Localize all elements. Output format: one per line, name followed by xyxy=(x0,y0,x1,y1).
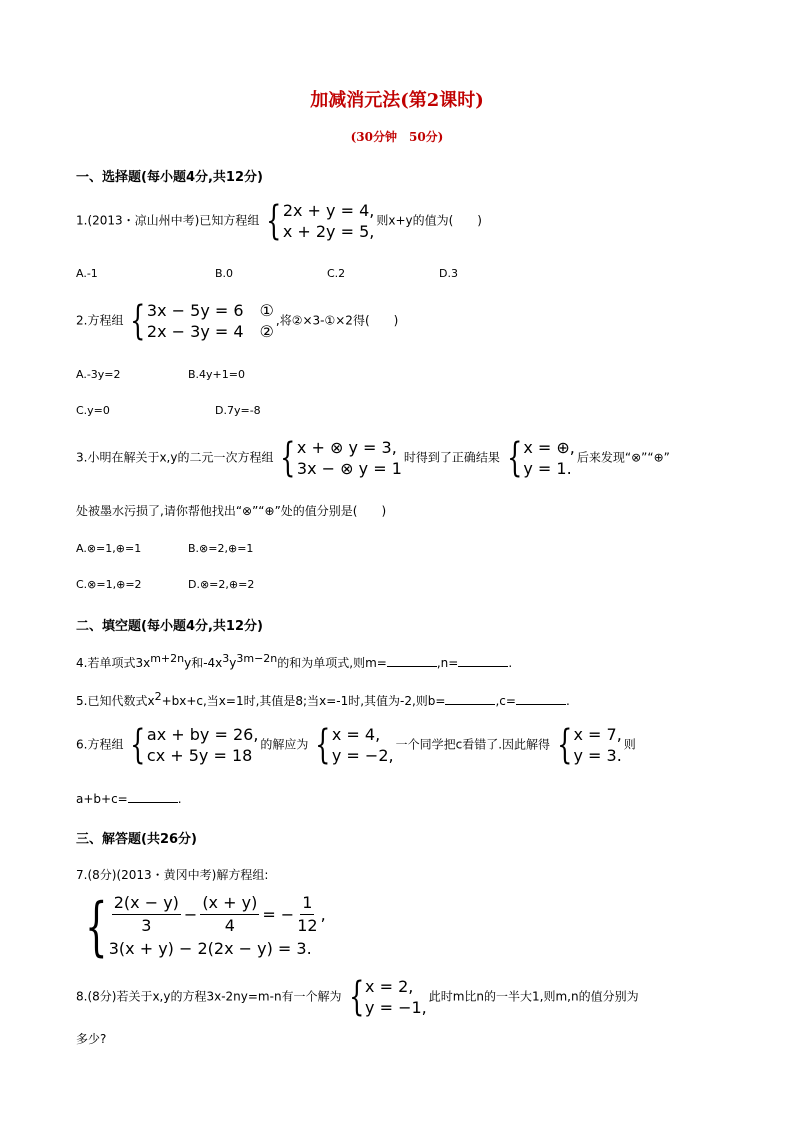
q4-sup2: 3 xyxy=(222,652,230,665)
q7-eq2: 3(x + y) − 2(2x − y) = 3. xyxy=(108,939,312,958)
q6-sol2: y = −2, xyxy=(331,746,394,765)
q6-prefix: 6.方程组 xyxy=(76,737,124,752)
q3-mid: 时得到了正确结果 xyxy=(403,450,500,465)
q1-option-a: A.-1 xyxy=(76,267,98,280)
q4-part1: 4.若单项式3x xyxy=(76,656,151,670)
q3-prefix: 3.小明在解关于x,y的二元一次方程组 xyxy=(76,450,274,465)
q8-sol2: y = −1, xyxy=(365,998,427,1017)
q2-comma: , xyxy=(275,313,280,328)
q3-solution xyxy=(502,437,575,479)
q2-system xyxy=(125,300,273,342)
q6-system xyxy=(125,724,258,766)
section-heading-choice: 一、选择题(每小题4分,共12分) xyxy=(76,170,263,185)
q3-sol2: y = 1. xyxy=(523,459,572,478)
q4-part4: 的和为单项式,则m= xyxy=(277,656,387,670)
q4-part3: y xyxy=(229,656,237,670)
question-8 xyxy=(76,976,639,1018)
q3-option-a: A.⊗=1,⊕=1 xyxy=(76,542,142,555)
q6-sol4: y = 3. xyxy=(573,746,622,765)
q7-equals: = − xyxy=(262,904,295,924)
q6-sol3: x = 7, xyxy=(573,725,622,744)
q6-mid1: 的解应为 xyxy=(260,737,309,752)
q1-option-d: D.3 xyxy=(439,267,458,280)
q1-suffix: 则x+y的值为( ) xyxy=(376,213,482,228)
q5-blank-b[interactable] xyxy=(445,704,495,705)
brace-icon: { xyxy=(280,435,296,481)
q1-system xyxy=(261,200,374,242)
question-4 xyxy=(76,652,512,671)
q3-line2: 处被墨水污损了,请你帮他找出“⊗”“⊕”处的值分别是( ) xyxy=(76,504,387,518)
q4-part5: ,n= xyxy=(436,656,459,670)
q8-sol1: x = 2, xyxy=(365,977,414,996)
brace-icon: { xyxy=(557,722,573,768)
q3-eq2: 3x − ⊗ y = 1 xyxy=(296,459,402,478)
q5-part3: ,c= xyxy=(495,694,516,708)
q2-prefix: 2.方程组 xyxy=(76,313,124,328)
page-title: 加减消元法(第2课时) xyxy=(310,90,484,111)
page-subtitle: (30分钟 50分) xyxy=(350,130,444,144)
brace-icon: { xyxy=(130,722,146,768)
q8-suffix: 此时m比n的一半大1,则m,n的值分别为 xyxy=(428,989,639,1004)
q7-frac3-den: 12 xyxy=(297,916,318,935)
brace-icon: { xyxy=(348,974,364,1020)
q2-option-a: A.-3y=2 xyxy=(76,368,121,381)
q7-frac1-den: 3 xyxy=(141,916,152,935)
q5-blank-c[interactable] xyxy=(516,704,566,705)
q1-option-c: C.2 xyxy=(327,267,346,280)
q5-part1: 5.已知代数式x xyxy=(76,694,155,708)
brace-icon: { xyxy=(85,889,108,964)
q6-suffix: 则 xyxy=(623,737,636,752)
q2-option-b: B.4y+1=0 xyxy=(188,368,245,381)
q4-sup3: 3m−2n xyxy=(236,652,278,665)
q2-eq2: 2x − 3y = 4 ② xyxy=(146,322,274,341)
q6-sol1: x = 4, xyxy=(331,725,381,744)
q1-option-b: B.0 xyxy=(215,267,234,280)
question-5 xyxy=(76,690,570,709)
question-3 xyxy=(76,437,670,479)
q4-part2: y和-4x xyxy=(184,656,223,670)
q3-suffix: 后来发现“⊗”“⊕” xyxy=(576,450,670,465)
q7-comma: , xyxy=(320,904,326,924)
q1-eq1: 2x + y = 4, xyxy=(282,201,375,220)
brace-icon: { xyxy=(266,198,282,244)
q6-blank-sum[interactable] xyxy=(128,802,178,803)
q2-suffix: 将②×3-①×2得( ) xyxy=(279,313,399,328)
q1-eq2: x + 2y = 5, xyxy=(282,222,375,241)
q8-line2: 多少? xyxy=(76,1032,107,1046)
brace-icon: { xyxy=(130,298,146,344)
section-heading-fill: 二、填空题(每小题4分,共12分) xyxy=(76,619,263,634)
q5-part4: . xyxy=(565,694,570,708)
q6-line2-text: a+b+c= xyxy=(76,792,128,806)
q1-prefix: 1.(2013・凉山州中考)已知方程组 xyxy=(76,213,260,228)
q4-part6: . xyxy=(508,656,513,670)
q3-option-d: D.⊗=2,⊕=2 xyxy=(188,578,255,591)
q3-eq1: x + ⊗ y = 3, xyxy=(296,438,397,457)
q7-frac3-num: 1 xyxy=(300,892,314,915)
q6-solution-correct xyxy=(310,724,393,766)
q3-system xyxy=(275,437,401,479)
q2-option-c: C.y=0 xyxy=(76,404,110,417)
q2-option-d: D.7y=-8 xyxy=(215,404,261,417)
q6-solution-wrong xyxy=(552,724,622,766)
q4-blank-n[interactable] xyxy=(458,666,508,667)
brace-icon: { xyxy=(315,722,331,768)
q6-eq1: ax + by = 26, xyxy=(146,725,259,744)
section-heading-answer: 三、解答题(共26分) xyxy=(76,832,197,847)
q2-eq1: 3x − 5y = 6 ① xyxy=(146,301,274,320)
q3-option-b: B.⊗=2,⊕=1 xyxy=(188,542,254,555)
q7-eq1 xyxy=(109,892,326,937)
q4-sup1: m+2n xyxy=(150,652,185,665)
q7-frac2-den: 4 xyxy=(224,916,235,935)
q7-minus: − xyxy=(183,904,198,924)
question-2 xyxy=(76,300,398,342)
q5-part2: +bx+c,当x=1时,其值是8;当x=-1时,其值为-2,则b= xyxy=(161,694,446,708)
q5-sup1: 2 xyxy=(154,690,162,703)
q7-frac1-num: 2(x − y) xyxy=(112,892,181,915)
q6-eq2: cx + 5y = 18 xyxy=(146,746,253,765)
q3-option-c: C.⊗=1,⊕=2 xyxy=(76,578,142,591)
brace-icon: { xyxy=(506,435,523,481)
question-6 xyxy=(76,724,636,766)
q4-blank-m[interactable] xyxy=(387,666,437,667)
q7-prefix: 7.(8分)(2013・黄冈中考)解方程组: xyxy=(76,868,269,882)
q6-line2 xyxy=(76,792,182,806)
q6-mid2: 一个同学把c看错了.因此解得 xyxy=(395,737,551,752)
q7-frac2-num: (x + y) xyxy=(200,892,259,915)
question-1 xyxy=(76,200,482,242)
q6-line2-end: . xyxy=(177,792,182,806)
q8-solution xyxy=(344,976,427,1018)
q7-system xyxy=(74,889,328,964)
q3-sol1: x = ⊕, xyxy=(523,438,575,457)
q8-prefix: 8.(8分)若关于x,y的方程3x-2ny=m-n有一个解为 xyxy=(76,989,342,1004)
